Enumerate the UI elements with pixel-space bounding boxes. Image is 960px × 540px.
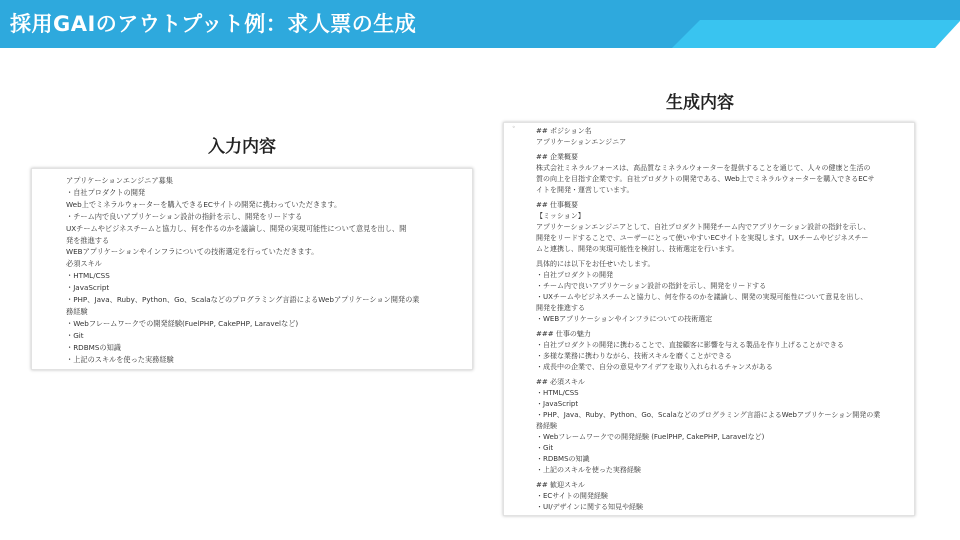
input-line: 必須スキル — [66, 259, 102, 269]
input-line: ・Git — [66, 330, 84, 340]
output-line: 開発をリードすることで、ユーザーにとって使いやすいECサイトを実現します。UXチームやビジネスチー — [536, 234, 869, 242]
output-line: 【ミッション】 — [536, 212, 585, 220]
output-line: ・ECサイトの開発経験 — [536, 492, 608, 500]
input-line: WEBアプリケーションやインフラについての技術選定を行っていただきます。 — [66, 247, 319, 257]
input-line: ・PHP、Java、Ruby、Python、Go、Scalaなどのプログラミング言語によるWebアプリケーション開発の業 — [66, 295, 420, 305]
input-line: ・HTML/CSS — [66, 271, 110, 281]
output-line: ・成長中の企業で、自分の意見やアイデアを取り入れられるチャンスがある — [536, 363, 773, 371]
output-section-heading: ## 仕事概要 — [536, 201, 578, 209]
output-line: ・WEBアプリケーションやインフラについての技術選定 — [536, 315, 713, 323]
output-line: ・HTML/CSS — [536, 389, 579, 397]
input-line: ・JavaScript — [66, 283, 110, 293]
output-line: 株式会社ミネラルフォースは、高品質なミネラルウォーターを提供することを通じて、人々の健康と生活の — [536, 164, 871, 172]
input-line: Web上でミネラルウォーターを購入できるECサイトの開発に携わっていただきます。 — [66, 199, 342, 209]
output-line: ・多様な業務に携わりながら、技術スキルを磨くことができる — [536, 352, 732, 360]
output-line: ムと連携し、開発の実現可能性を検討し、技術選定を行います。 — [536, 245, 739, 253]
output-line: ・UXチームやビジネスチームと協力し、何を作るのかを議論し、開発の実現可能性について意見を出し、 — [536, 293, 868, 301]
output-line: ・上記のスキルを使った実務経験 — [536, 466, 641, 474]
slide-title: 採用GAIのアウトプット例：求人票の生成 — [10, 12, 417, 36]
input-line: 発を推進する — [66, 235, 110, 245]
scroll-indicator: ◦ — [512, 124, 516, 131]
input-text-body — [66, 175, 466, 366]
output-line: 質の向上を目指す企業です。自社プロダクトの開発である、Web上でミネラルウォーターを購入できるECサ — [536, 175, 875, 183]
output-line: ・RDBMSの知識 — [536, 455, 590, 463]
output-section-heading: ## 必須スキル — [536, 378, 585, 386]
input-line: ・上記のスキルを使った実務経験 — [66, 354, 174, 364]
output-line: ・JavaScript — [536, 400, 579, 408]
output-screenshot-panel — [503, 122, 915, 516]
output-section-heading: ## ポジション名 — [536, 127, 592, 135]
output-section-heading: ## 企業概要 — [536, 153, 578, 161]
output-line: ・チーム内で良いアプリケーション設計の指針を示し、開発をリードする — [536, 282, 767, 290]
output-section-heading: ### 仕事の魅力 — [536, 330, 591, 338]
output-line: 開発を推進する — [536, 304, 585, 312]
output-line: ・Git — [536, 444, 554, 452]
output-heading: 生成内容 — [666, 93, 734, 113]
output-line: アプリケーションエンジニアとして、自社プロダクト開発チーム内でアプリケーション設計の指針を示し、 — [536, 223, 871, 231]
input-line: UXチームやビジネスチームと協力し、何を作るのかを議論し、開発の実現可能性について意見を出し、開 — [66, 223, 407, 233]
output-line: ・UI/デザインに関する知見や経験 — [536, 503, 644, 511]
output-line: ・PHP、Java、Ruby、Python、Go、Scalaなどのプログラミング言語によるWebアプリケーション開発の業 — [536, 411, 881, 419]
input-line: アプリケーションエンジニア募集 — [66, 176, 173, 185]
output-line: ・自社プロダクトの開発に携わることで、直接顧客に影響を与える製品を作り上げることができる — [536, 341, 844, 349]
output-line: ・Webフレームワークでの開発経験 (FuelPHP, CakePHP, Laravelなど) — [536, 433, 765, 441]
input-line: 務経験 — [66, 306, 88, 316]
output-line: アプリケーションエンジニア — [536, 138, 627, 146]
output-line: 務経験 — [536, 422, 557, 430]
input-heading: 入力内容 — [208, 137, 276, 157]
output-text-body — [536, 126, 906, 513]
input-line: ・自社プロダクトの開発 — [66, 187, 146, 197]
output-line: 具体的には以下をお任せいたします。 — [536, 260, 655, 268]
input-line: ・RDBMSの知識 — [66, 342, 121, 352]
output-line: イトを開発・運営しています。 — [536, 186, 634, 194]
input-line: ・Webフレームワークでの開発経験(FuelPHP, CakePHP, Laravelなど) — [66, 318, 299, 328]
title-banner — [0, 0, 960, 48]
input-screenshot-panel — [31, 168, 473, 370]
output-line: ・自社プロダクトの開発 — [536, 271, 613, 279]
input-line: ・チーム内で良いアプリケーション設計の指針を示し、開発をリードする — [66, 211, 303, 221]
output-section-heading: ## 歓迎スキル — [536, 481, 585, 489]
